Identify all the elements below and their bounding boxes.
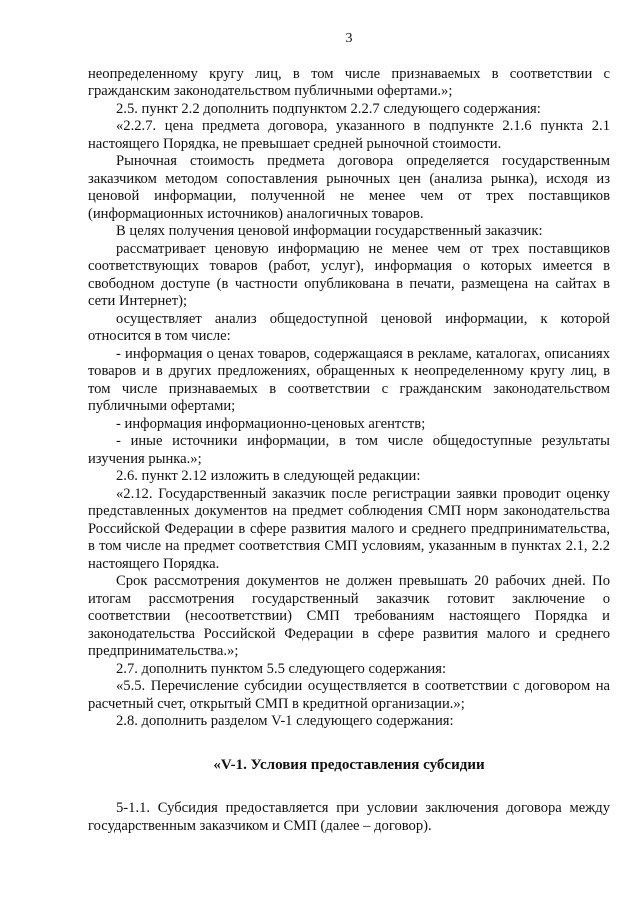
paragraph: Рыночная стоимость предмета договора определяется государственным заказчиком методом сопоставления рыночных цен (анализа рынка), исходя из ценовой информации, полученной не менее чем от трех поставщиков (информационных источников) аналогичных товаров. [88,153,610,222]
paragraph: 2.6. пункт 2.12 изложить в следующей редакции: [116,468,421,484]
page-number: 3 [345,31,353,46]
paragraph: «5.5. Перечисление субсидии осуществляется в соответствии с договором на расчетный счет, открытый СМП в кредитной организации.»; [88,678,610,712]
paragraph: неопределенному кругу лиц, в том числе признаваемых в соответствии с гражданским законодательством публичными офертами.»; [88,65,610,99]
paragraph: рассматривает ценовую информацию не менее чем от трех поставщиков соответствующих товаров (работ, услуг), информация о которых имеется в свободном доступе (в частности опубликована в печати, размещена на сайтах в сети Интернет); [88,240,610,309]
paragraph: 2.5. пункт 2.2 дополнить подпунктом 2.2.7 следующего содержания: [116,100,541,117]
paragraph: Срок рассмотрения документов не должен превышать 20 рабочих дней. По итогам рассмотрения государственный заказчик готовит заключение о соответствии (несоответствии) СМП требованиям настоящего Порядка и законодательства Российской Федерации в сфере развития малого и среднего предпринимательства.»; [88,573,610,659]
paragraph: «2.12. Государственный заказчик после регистрации заявки проводит оценку представленных документов на предмет соблюдения СМП норм законодательства Российской Федерации в сфере развития малого и среднего предпринимательства, в том числе на предмет соответствия СМП условиям, указанным в пунктах 2.1, 2.2 настоящего Порядка. [88,485,610,572]
paragraph: 5-1.1. Субсидия предоставляется при условии заключения договора между государственным заказчиком и СМП (далее – договор). [88,800,610,834]
paragraph: 2.7. дополнить пунктом 5.5 следующего содержания: [116,660,447,677]
list-item: - информация информационно-ценовых агентств; [116,415,426,432]
section-heading: «V-1. Условия предоставления субсидии [213,756,485,773]
paragraph: 2.8. дополнить разделом V-1 следующего содержания: [116,713,454,729]
paragraph: осуществляет анализ общедоступной ценовой информации, к которой относится в том числе: [88,310,610,344]
paragraph: В целях получения ценовой информации государственный заказчик: [116,223,543,239]
list-item: - иные источники информации, в том числе общедоступные результаты изучения рынка.»; [88,433,610,467]
list-item: - информация о ценах товаров, содержащаяся в рекламе, каталогах, описаниях товаров и в других предложениях, обращенных к неопределенному кругу лиц, в том числе признаваемых в соответствии с гражданским законодательством публичными офертами; [88,345,610,414]
paragraph: «2.2.7. цена предмета договора, указанного в подпункте 2.1.6 пункта 2.1 настоящего Порядка, не превышает средней рыночной стоимости. [88,118,610,152]
